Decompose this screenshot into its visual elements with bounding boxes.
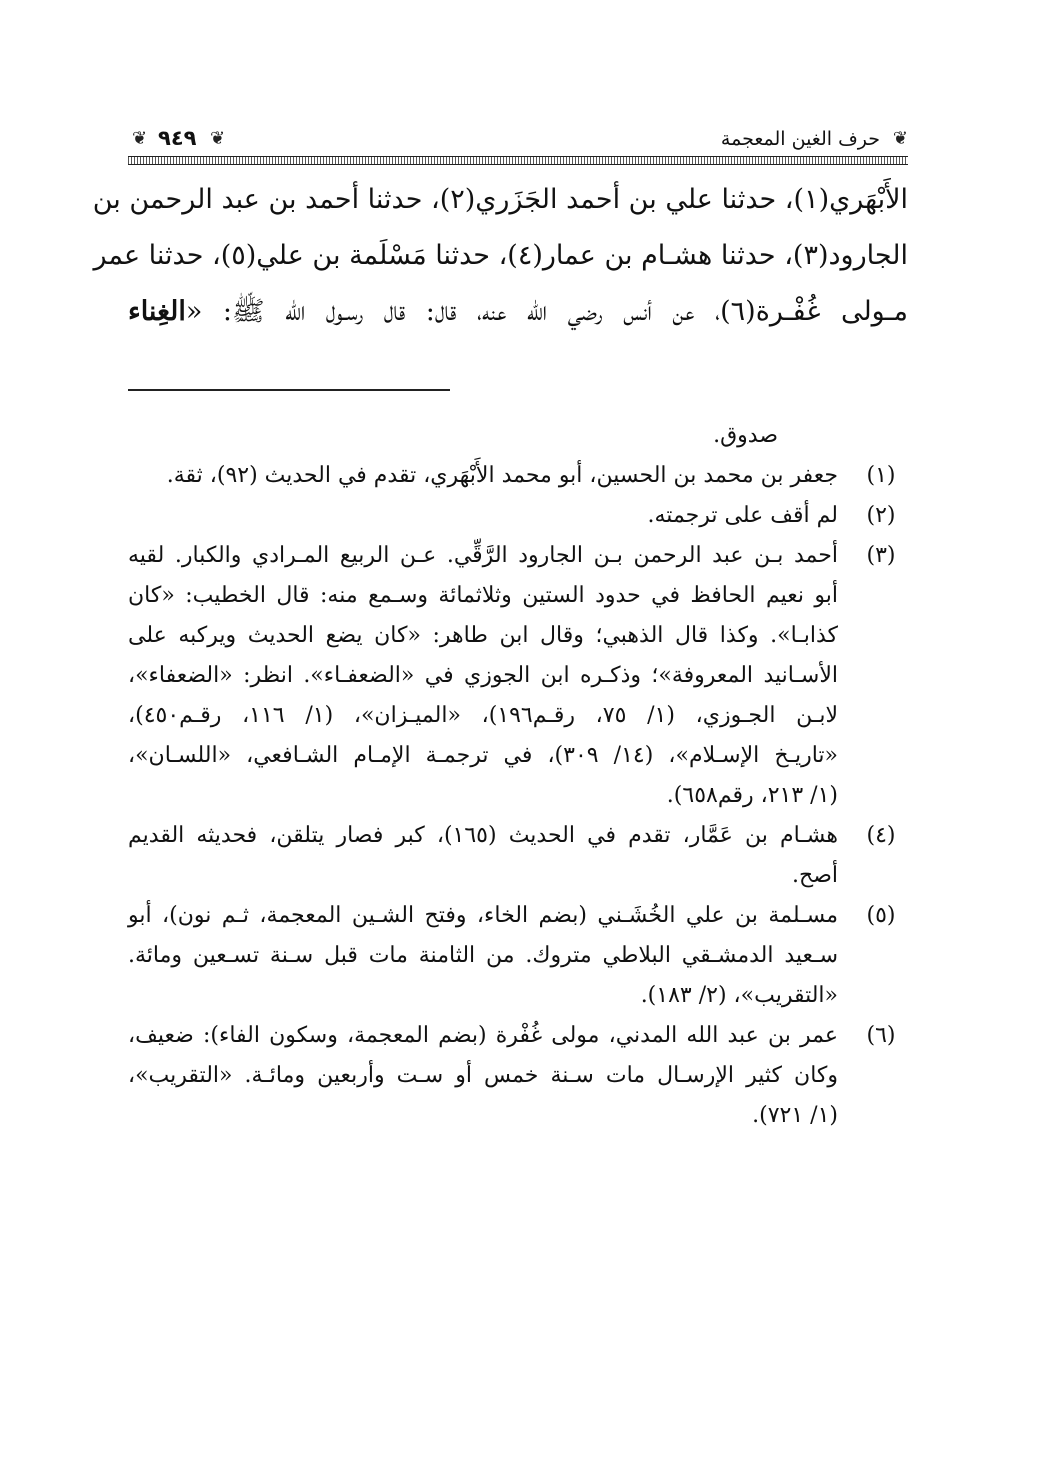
footnote-number: (٥) [866, 903, 896, 928]
chapter-title: حرف الغين المعجمة [720, 128, 880, 150]
footnote-line: لم أقف على ترجمته. [647, 503, 838, 528]
footnote-number: (٢) [866, 503, 896, 528]
footnotes [128, 416, 908, 1136]
ornament-icon: ❦ [892, 128, 908, 149]
footnote-item [128, 1016, 908, 1136]
footnote-line: مسـلمة بن علي الخُشَـني (بضم الخاء، وفتح الشـين المعجمة، ثـم نون)، أبو [128, 903, 838, 928]
footnote-number: (٦) [866, 1023, 896, 1048]
header-rule [128, 156, 908, 165]
footnote-line: «تاريـخ الإسـلام»، (١٤/ ٣٠٩)، في ترجمـة الإمـام الشـافعي، «اللسـان»، [128, 743, 839, 768]
page-number: ٩٤٩ [158, 126, 197, 150]
footnote-line: كذابـا». وكذا قال الذهبي؛ وقال ابن طاهر: «كان يضع الحديث ويركبه على [128, 623, 838, 648]
footnote-separator [128, 389, 450, 391]
footnote-item [128, 536, 908, 816]
ornament-icon: ❦ [210, 128, 226, 149]
footnote-line: (١/ ٧٢١). [752, 1103, 838, 1128]
main-text-line: الأَبْهَري(١)، حدثنا علي بن أحمد الجَزَري(٢)، حدثنا أحمد بن عبد الرحمن بن [92, 184, 908, 215]
footnote-number: (٤) [866, 823, 896, 848]
footnote-line: عمر بن عبد الله المدني، مولى غُفْرة (بضم المعجمة، وسكون الفاء): ضعيف، [128, 1023, 838, 1048]
footnote-item [128, 816, 908, 896]
footnote-number: (٣) [866, 543, 896, 568]
main-text-line: الجارود(٣)، حدثنا هشـام بن عمار(٤)، حدثنا مَسْلَمة بن علي(٥)، حدثنا عمر [93, 240, 908, 271]
footnote-line: وكان كثير الإرسـال مات سـنة خمس أو سـت وأربعين ومائـة. «التقريب»، [128, 1063, 838, 1088]
footnote-item [128, 896, 908, 1016]
footnote-line: جعفر بن محمد بن الحسين، أبو محمد الأَبْهَري، تقدم في الحديث (٩٢)، ثقة. [166, 463, 838, 488]
footnote-item [128, 496, 908, 536]
footnote-line: هشـام بن عَمَّار، تقدم في الحديث (١٦٥)، كبر فصار يتلقن، فحديثه القديم [128, 823, 838, 848]
main-text [92, 172, 908, 340]
footnote-number: (١) [866, 463, 896, 488]
page-header [128, 118, 908, 160]
main-text-segment: مـولى غُفْـرة(٦)، عن أنس رضي الله عنه، قال: قال رسـول الله ﷺ: « [185, 296, 908, 327]
footnote-line: أصح. [792, 863, 838, 888]
footnote-line: سـعيد الدمشـقي البلاطي متروك. من الثامنة مات قبل سـنة تسـعين ومائة. [128, 943, 838, 968]
footnote-line: «التقريب»، (٢/ ١٨٣). [640, 983, 838, 1008]
footnote-continuation: صدوق. [713, 423, 778, 448]
footnote-line: لابـن الجـوزي، (١/ ٧٥، رقـم١٩٦)، «الميـزان»، (١/ ١١٦، رقـم٤٥٠)، [128, 703, 838, 728]
main-text-line [128, 284, 908, 340]
footnote-line: الأسـانيد المعروفة»؛ وذكـره ابن الجوزي في «الضعفـاء». انظر: «الضعفاء»، [128, 663, 838, 688]
ornament-icon: ❦ [132, 128, 148, 149]
footnote-line: (١/ ٢١٣، رقم٦٥٨). [666, 783, 838, 808]
footnote-line: أبو نعيم الحافظ في حدود الستين وثلاثمائة وسـمع منه: قال الخطيب: «كان [128, 583, 838, 608]
bold-keyword: الغِناء [128, 296, 186, 327]
footnote-line: أحمد بـن عبد الرحمن بـن الجارود الرَّقِّي. عـن الربيع المـرادي والكبار. لقيه [128, 543, 838, 568]
footnote-item [128, 456, 908, 496]
